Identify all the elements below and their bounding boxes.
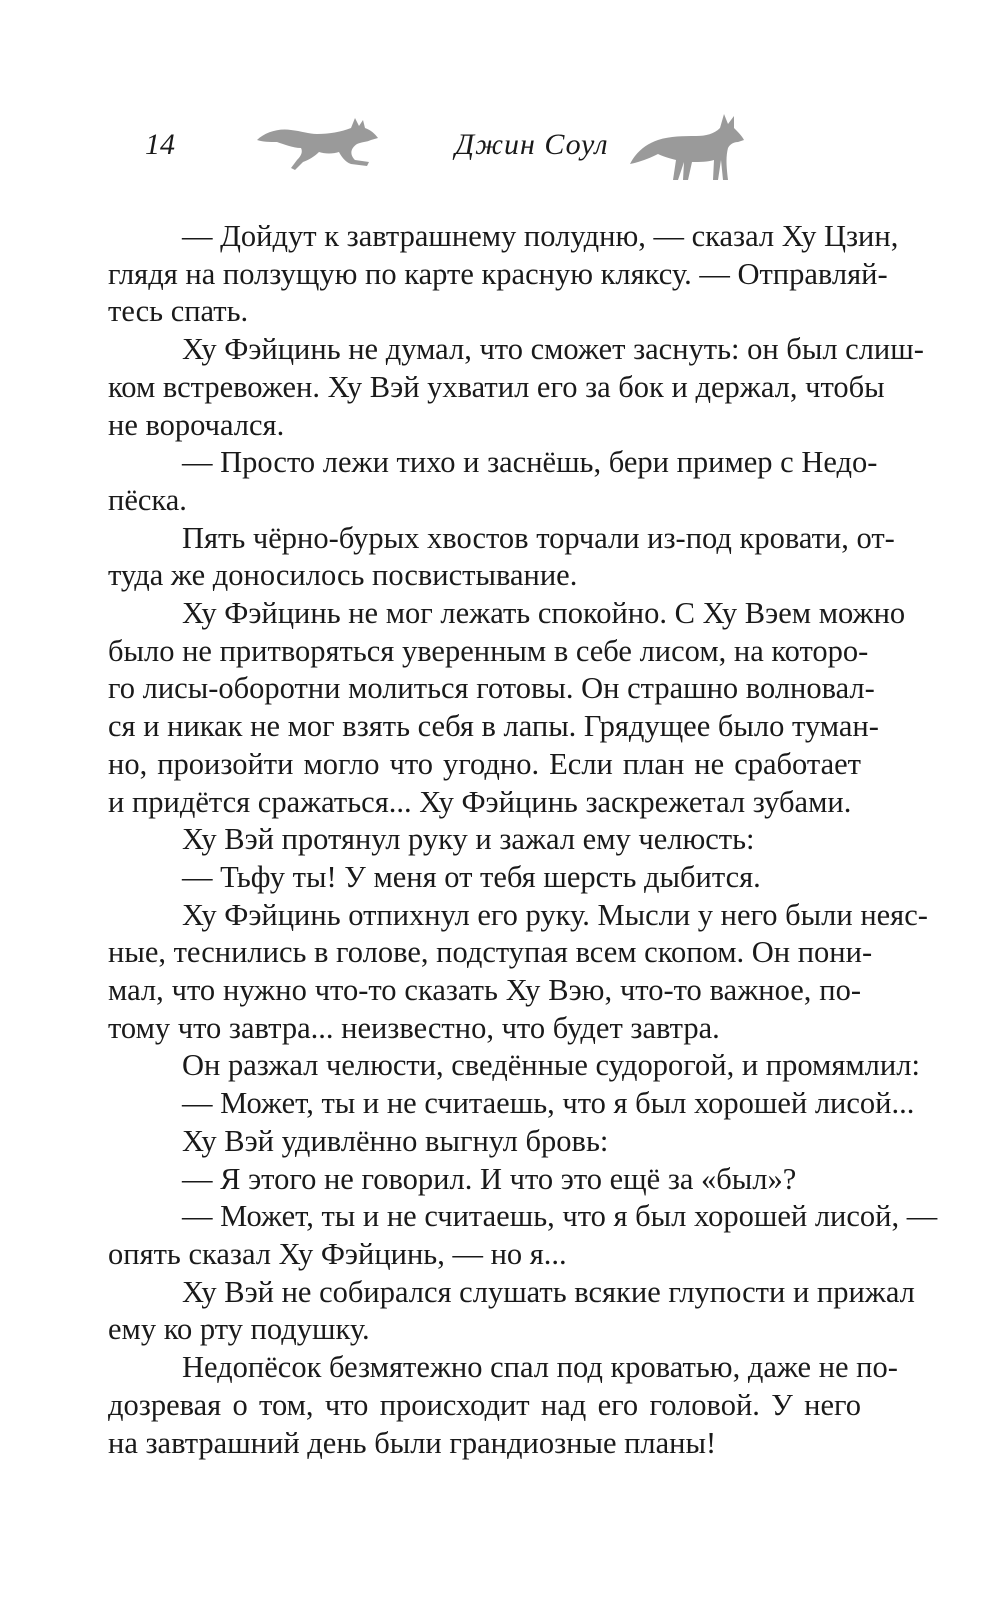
text-line: ные, теснились в голове, подступая всем скопом. Он пони- bbox=[108, 935, 873, 970]
text-line: и придётся сражаться... Ху Фэйцинь заскрежетал зубами. bbox=[108, 784, 852, 819]
text-line: Недопёсок безмятежно спал под кроватью, даже не по- bbox=[182, 1350, 898, 1385]
text-line: ком встревожен. Ху Вэй ухватил его за бок и держал, чтобы bbox=[108, 369, 885, 404]
text-line: пёска. bbox=[108, 482, 187, 517]
text-line: Ху Вэй не собирался слушать всякие глупости и прижал bbox=[182, 1274, 915, 1309]
running-fox-icon bbox=[255, 110, 380, 172]
page-header bbox=[0, 0, 1000, 220]
paragraph bbox=[145, 1161, 861, 1199]
text-line: Ху Фэйцинь не думал, что сможет заснуть: он был слиш- bbox=[182, 332, 924, 367]
text-line: дозревая о том, что происходит над его головой. У него bbox=[108, 1387, 861, 1422]
text-line: — Дойдут к завтрашнему полудню, — сказал Ху Цзин, bbox=[182, 219, 899, 253]
text-line: — Тьфу ты! У меня от тебя шерсть дыбится. bbox=[182, 859, 761, 894]
paragraph bbox=[145, 1047, 920, 1085]
text-line: Он разжал челюсти, сведённые судорогой, и промямлил: bbox=[182, 1048, 920, 1083]
paragraph bbox=[108, 218, 899, 331]
paragraph bbox=[145, 821, 861, 859]
text-line: не ворочался. bbox=[108, 407, 285, 442]
text-line: но, произойти могло что угодно. Если план не сработает bbox=[108, 746, 861, 781]
standing-fox-icon bbox=[628, 106, 746, 184]
paragraph bbox=[108, 331, 924, 444]
text-line: было не притворяться уверенным в себе лисом, на которо- bbox=[108, 633, 869, 668]
text-line: Пять чёрно-бурых хвостов торчали из-под кровати, от- bbox=[182, 520, 895, 555]
text-line: тесь спать. bbox=[108, 294, 249, 329]
paragraph bbox=[108, 1274, 915, 1349]
paragraph bbox=[108, 1198, 938, 1273]
text-line: Ху Вэй удивлённо выгнул бровь: bbox=[182, 1123, 609, 1158]
text-line: — Может, ты и не считаешь, что я был хорошей лисой... bbox=[182, 1086, 915, 1121]
paragraph bbox=[108, 520, 895, 595]
paragraph bbox=[108, 444, 878, 519]
text-line: мал, что нужно что-то сказать Ху Вэю, что-то важное, по- bbox=[108, 973, 861, 1008]
text-line: — Просто лежи тихо и заснёшь, бери пример с Недо- bbox=[182, 445, 878, 480]
paragraph bbox=[108, 897, 928, 1048]
text-line: — Я этого не говорил. И что это ещё за «был»? bbox=[182, 1161, 797, 1196]
paragraph bbox=[145, 1123, 861, 1161]
text-line: Ху Фэйцинь отпихнул его руку. Мысли у него были неяс- bbox=[182, 897, 928, 932]
author-name: Джин Соул bbox=[455, 128, 609, 161]
paragraph bbox=[145, 1085, 915, 1123]
text-line: Ху Фэйцинь не мог лежать спокойно. С Ху Вэем можно bbox=[182, 596, 906, 631]
text-line: ся и никак не мог взять себя в лапы. Грядущее было туман- bbox=[108, 709, 879, 744]
text-line: ему ко рту подушку. bbox=[108, 1312, 370, 1347]
paragraph bbox=[145, 859, 861, 897]
paragraph bbox=[108, 595, 906, 821]
text-line: тому что завтра... неизвестно, что будет завтра. bbox=[108, 1010, 720, 1045]
page-body bbox=[108, 218, 938, 1462]
text-line: — Может, ты и не считаешь, что я был хорошей лисой, — bbox=[182, 1199, 938, 1234]
text-line: туда же доносилось посвистывание. bbox=[108, 558, 578, 593]
page-number: 14 bbox=[145, 128, 175, 161]
text-line: Ху Вэй протянул руку и зажал ему челюсть: bbox=[182, 822, 755, 857]
paragraph bbox=[108, 1349, 898, 1462]
text-line: го лисы-оборотни молиться готовы. Он страшно волновал- bbox=[108, 671, 875, 706]
text-line: на завтрашний день были грандиозные планы! bbox=[108, 1425, 717, 1460]
text-line: глядя на ползущую по карте красную кляксу. — Отправляй- bbox=[108, 256, 888, 291]
text-line: опять сказал Ху Фэйцинь, — но я... bbox=[108, 1236, 567, 1271]
